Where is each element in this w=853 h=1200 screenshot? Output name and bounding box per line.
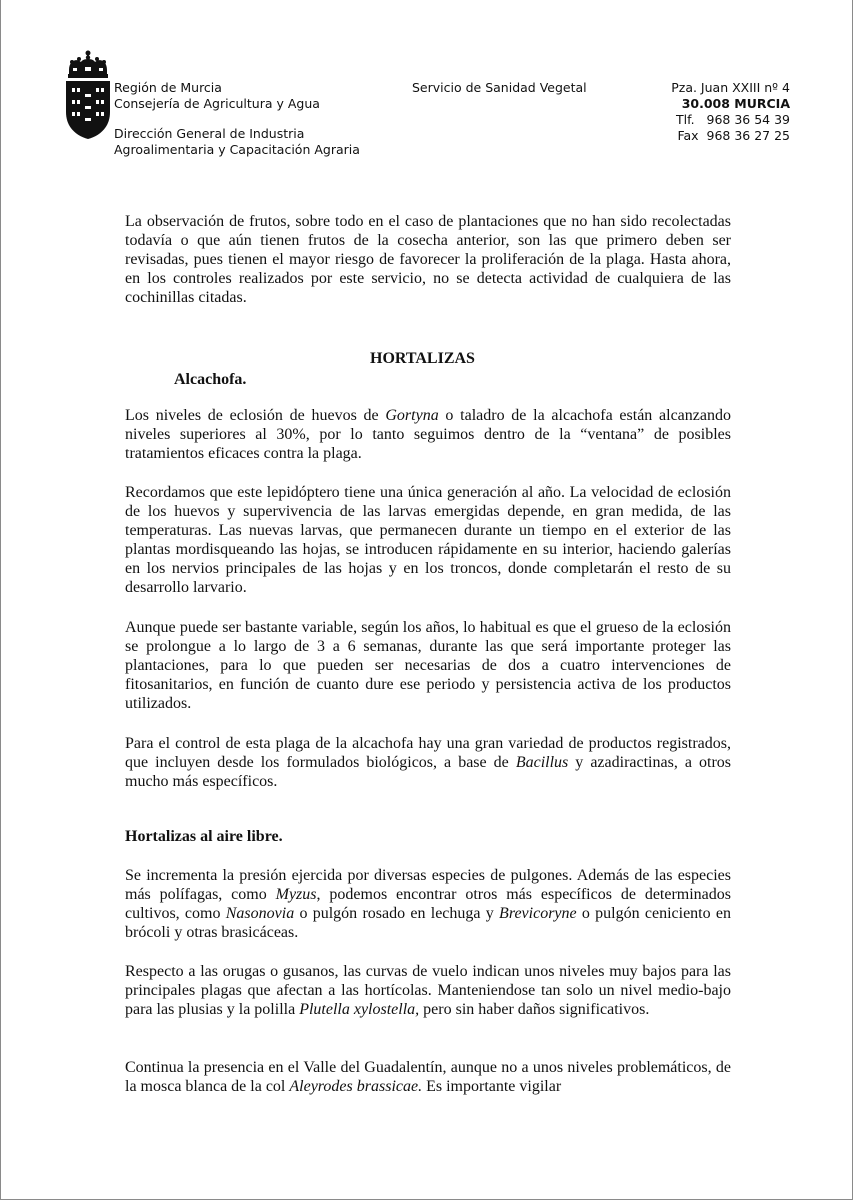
species-name: Nasonovia <box>225 905 295 922</box>
address-city: 30.008 MURCIA <box>681 96 790 111</box>
address-street: Pza. Juan XXIII nº 4 <box>671 80 790 95</box>
paragraph-frutos: La observación de frutos, sobre todo en el caso de plantaciones que no han sido recolectadas todavía o que aún tienen frutos de la cosecha anterior, son las que primero deben ser revisadas, pues tienen el mayor riesgo de favorecer la proliferación de la plaga. Hasta ahora, en los controles realizados por este servicio, no se detecta actividad de cualquiera de las cochinillas citadas. <box>125 213 731 306</box>
subheading-alcachofa: Alcachofa. <box>174 371 247 388</box>
phone-number: Tlf. 968 36 54 39 <box>676 112 790 127</box>
ministry-name: Consejería de Agricultura y Agua <box>114 96 320 111</box>
section-title: HORTALIZAS <box>370 350 475 367</box>
fax-number: Fax 968 36 27 25 <box>677 128 790 143</box>
paragraph-lepidoptero: Recordamos que este lepidóptero tiene una única generación al año. La velocidad de eclosión de los huevos y supervivencia de las larvas emergidas depende, en gran medida, de las temperaturas. Las nuevas larvas, que permanecen durante un tiempo en el exterior de las plantas mordisqueando las hojas, se introducen rápidamente en su interior, haciendo galerías en los nervios principales de las hojas y en los troncos, donde completarán el resto de su desarrollo larvario. <box>125 484 731 596</box>
species-name: Aleyrodes brassicae. <box>289 1078 423 1095</box>
subheading-aire-libre: Hortalizas al aire libre. <box>125 828 283 845</box>
paragraph-control: Para el control de esta plaga de la alcachofa hay una gran variedad de productos registrados, que incluyen desde los formulados biológicos, a base de Bacillus y azadiractinas, a otros mucho más específicos. <box>125 735 732 790</box>
paragraph-orugas: Respecto a las orugas o gusanos, las curvas de vuelo indican unos niveles muy bajos para las principales plagas que afectan a las hortícolas. Manteniendose tan solo un nivel medio-bajo para las plusias y la polilla Plutella xylostella, pero sin haber daños significativos. <box>125 963 731 1018</box>
paragraph-gortyna: Los niveles de eclosión de huevos de Gortyna o taladro de la alcachofa están alcanzando niveles superiores al 30%, por lo tanto seguimos dentro de la “ventana” de posibles tratamientos eficaces contra la plaga. <box>125 407 731 462</box>
species-name: Plutella xylostella, <box>299 1001 420 1018</box>
contact-block <box>601 80 790 144</box>
species-name: Bacillus <box>515 754 569 771</box>
organization-block <box>114 80 360 158</box>
directorate-line-2: Agroalimentaria y Capacitación Agraria <box>114 142 360 157</box>
directorate-line-1: Dirección General de Industria <box>114 126 305 141</box>
species-name: Brevicoryne <box>499 905 577 922</box>
paragraph-eclosion: Aunque puede ser bastante variable, según los años, lo habitual es que el grueso de la eclosión se prolongue a lo largo de 3 a 6 semanas, durante las que será importante proteger las plantaciones, para lo que pueden ser necesarias de dos a cuatro intervenciones de fitosanitarios, en función de cuanto dure ese periodo y persistencia activa de los productos utilizados. <box>125 619 731 712</box>
service-name: Servicio de Sanidad Vegetal <box>412 80 587 95</box>
region-name: Región de Murcia <box>114 80 222 95</box>
species-name: Myzus <box>275 886 317 903</box>
region-murcia-coat-of-arms-logo <box>63 48 113 140</box>
species-name: Gortyna <box>385 407 439 424</box>
paragraph-pulgones: Se incrementa la presión ejercida por diversas especies de pulgones. Además de las especies más polífagas, como Myzus, podemos encontrar otros más específicos de determinados cultivos, como Nasonovia o pulgón rosado en lechuga y Brevicoryne o pulgón ceniciento en brócoli y otras brasicáceas. <box>125 867 732 941</box>
paragraph-mosca-blanca: Continua la presencia en el Valle del Guadalentín, aunque no a unos niveles problemáticos, de la mosca blanca de la col Aleyrodes brassicae. Es importante vigilar <box>125 1059 731 1095</box>
